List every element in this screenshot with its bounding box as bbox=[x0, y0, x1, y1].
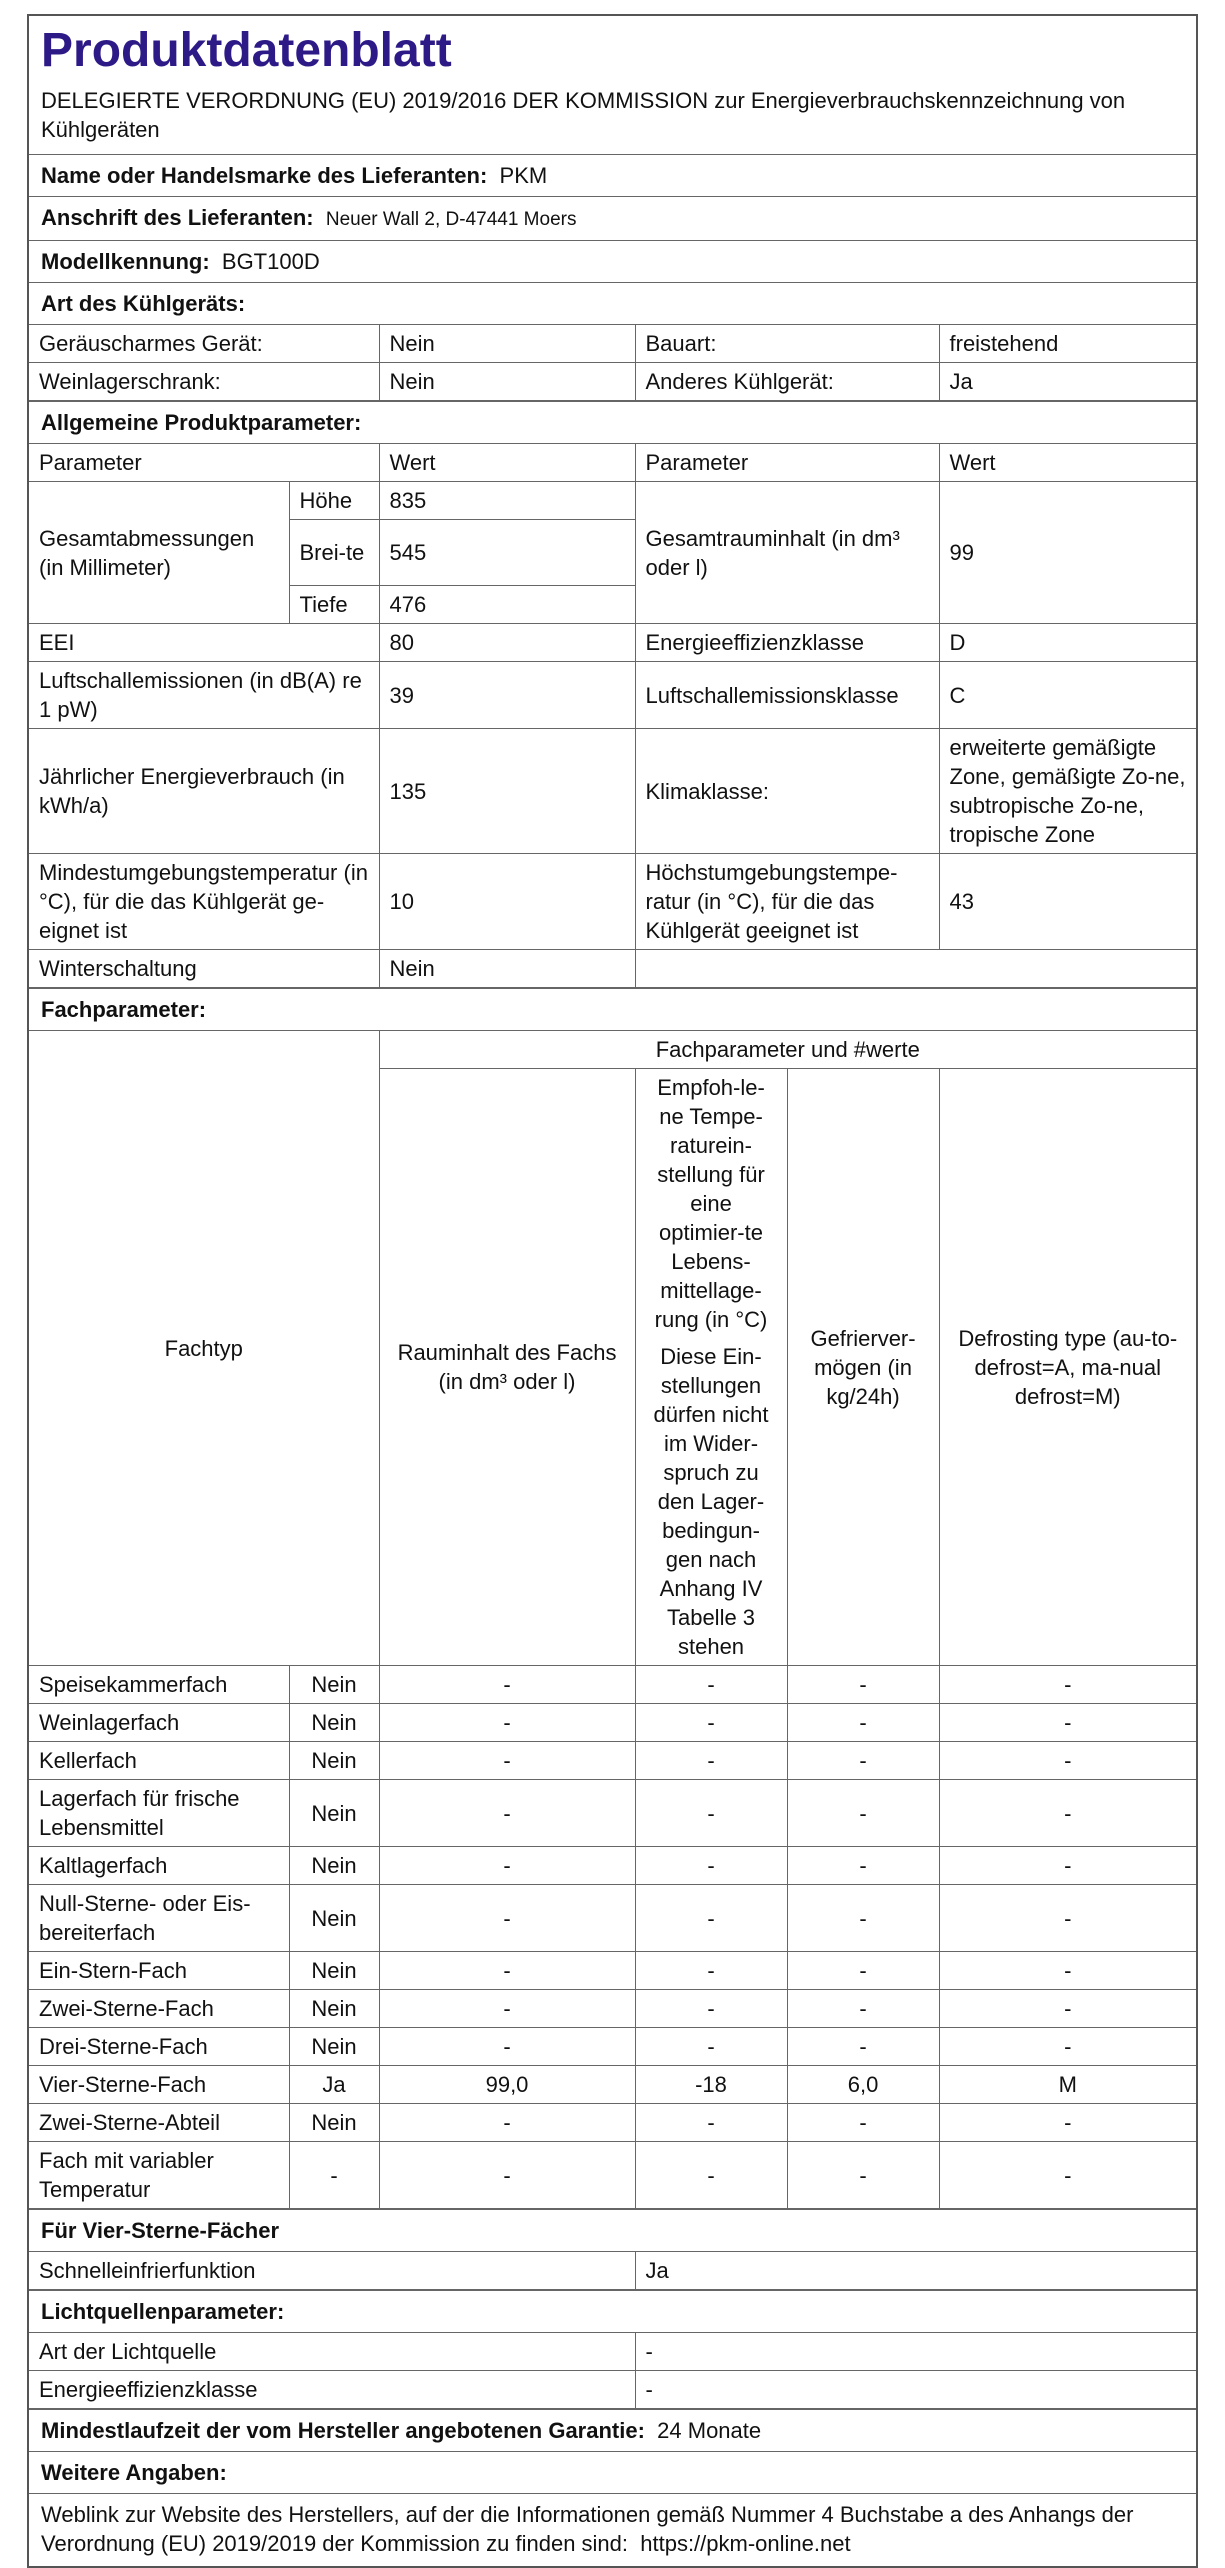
compartment-defrost: - bbox=[939, 1666, 1196, 1704]
light-class-value: - bbox=[635, 2371, 1196, 2409]
table-row bbox=[29, 1847, 1196, 1885]
compartment-temp: - bbox=[635, 1666, 787, 1704]
compartment-volume: - bbox=[379, 2142, 635, 2209]
compartment-temp: - bbox=[635, 1847, 787, 1885]
manufacturer-link[interactable]: https://pkm-online.net bbox=[640, 2531, 851, 2556]
compartment-temp: - bbox=[635, 1742, 787, 1780]
dimensions-label: Gesamtabmessungen (in Millimeter) bbox=[29, 482, 289, 624]
compartment-params-heading: Fachparameter: bbox=[29, 988, 1196, 1030]
compartment-defrost: - bbox=[939, 2142, 1196, 2209]
compartment-defrost: - bbox=[939, 1885, 1196, 1952]
regulation-text: DELEGIERTE VERORDNUNG (EU) 2019/2016 DER KOMMISSION zur Energieverbrauchskennzeichnung von Kühlgeräten bbox=[41, 88, 1126, 142]
table-row bbox=[29, 2252, 1196, 2290]
annual-energy-label: Jährlicher Energieverbrauch (in kWh/a) bbox=[29, 729, 379, 854]
table-row bbox=[29, 1990, 1196, 2028]
compartment-freeze: - bbox=[787, 1952, 939, 1990]
compartment-present: Nein bbox=[289, 1742, 379, 1780]
table-row bbox=[29, 854, 1196, 950]
table-row bbox=[29, 2066, 1196, 2104]
compartment-temp: - bbox=[635, 2142, 787, 2209]
compartment-name: Kellerfach bbox=[29, 1742, 289, 1780]
compartment-present: Nein bbox=[289, 2028, 379, 2066]
col-temp-note: Diese Ein-stellungen dürfen nicht im Wider-spruch zu den Lager-bedingun-gen nach Anhang IV Tabelle 3 stehen bbox=[653, 1344, 769, 1659]
compartment-freeze: - bbox=[787, 1885, 939, 1952]
volume-value: 99 bbox=[939, 482, 1196, 624]
table-row bbox=[29, 2028, 1196, 2066]
col-defrost-header: Defrosting type (au-to-defrost=A, ma-nual defrost=M) bbox=[939, 1069, 1196, 1666]
compartment-temp: - bbox=[635, 1704, 787, 1742]
height-label: Höhe bbox=[289, 482, 379, 520]
compartment-volume: - bbox=[379, 1952, 635, 1990]
height-value: 835 bbox=[379, 482, 635, 520]
compartment-temp: - bbox=[635, 1952, 787, 1990]
col-temp-header: Empfoh-le-ne Tempe-raturein-stellung für eine optimier-te Lebens-mittellage-rung (in °C) bbox=[654, 1075, 768, 1332]
supplier-name-label: Name oder Handelsmarke des Lieferanten: bbox=[41, 163, 488, 188]
model-value: BGT100D bbox=[221, 249, 320, 274]
table-row bbox=[29, 363, 1196, 401]
header bbox=[29, 16, 1196, 154]
compartment-defrost: - bbox=[939, 1952, 1196, 1990]
compartment-name: Speisekammerfach bbox=[29, 1666, 289, 1704]
col-value-header-2: Wert bbox=[939, 444, 1196, 482]
min-temp-label: Mindestumgebungstemperatur (in °C), für die das Kühlgerät ge-eignet ist bbox=[29, 854, 379, 950]
min-temp-value: 10 bbox=[379, 854, 635, 950]
col-freeze-header: Gefrierver-mögen (in kg/24h) bbox=[787, 1069, 939, 1666]
compartment-temp: - bbox=[635, 1780, 787, 1847]
compartment-volume: - bbox=[379, 1780, 635, 1847]
col-param-header-2: Parameter bbox=[635, 444, 939, 482]
compartment-present: Nein bbox=[289, 1704, 379, 1742]
quiet-value: Nein bbox=[379, 325, 635, 363]
model-row bbox=[29, 240, 1196, 282]
light-source-table bbox=[29, 2333, 1196, 2409]
light-source-heading: Lichtquellenparameter: bbox=[29, 2290, 1196, 2332]
table-row bbox=[29, 1704, 1196, 1742]
warranty-label: Mindestlaufzeit der vom Hersteller angebotenen Garantie: bbox=[41, 2418, 645, 2443]
compartment-defrost: M bbox=[939, 2066, 1196, 2104]
table-row bbox=[29, 1666, 1196, 1704]
climate-class-label: Klimaklasse: bbox=[635, 729, 939, 854]
compartment-name: Ein-Stern-Fach bbox=[29, 1952, 289, 1990]
compartment-volume: - bbox=[379, 1742, 635, 1780]
build-type-value: freistehend bbox=[939, 325, 1196, 363]
compartment-present: Nein bbox=[289, 2104, 379, 2142]
compartment-present: - bbox=[289, 2142, 379, 2209]
compartment-temp: - bbox=[635, 2028, 787, 2066]
table-row bbox=[29, 662, 1196, 729]
compartment-volume: - bbox=[379, 2104, 635, 2142]
supplier-address-label: Anschrift des Lieferanten: bbox=[41, 205, 314, 230]
compartment-defrost: - bbox=[939, 1704, 1196, 1742]
four-star-heading: Für Vier-Sterne-Fächer bbox=[29, 2209, 1196, 2251]
table-row bbox=[29, 2142, 1196, 2209]
col-param-header: Parameter bbox=[29, 444, 379, 482]
noise-class-label: Luftschallemissionsklasse bbox=[635, 662, 939, 729]
compartment-present: Ja bbox=[289, 2066, 379, 2104]
compartment-name: Zwei-Sterne-Abteil bbox=[29, 2104, 289, 2142]
width-label: Brei-te bbox=[289, 520, 379, 586]
compartment-defrost: - bbox=[939, 1742, 1196, 1780]
appliance-type-heading: Art des Kühlgeräts: bbox=[29, 282, 1196, 324]
compartment-present: Nein bbox=[289, 1990, 379, 2028]
supplier-address-value: Neuer Wall 2, D-47441 Moers bbox=[325, 209, 577, 230]
table-row bbox=[29, 729, 1196, 854]
compartment-freeze: - bbox=[787, 2028, 939, 2066]
energy-class-label: Energieeffizienzklasse bbox=[635, 624, 939, 662]
wine-cabinet-value: Nein bbox=[379, 363, 635, 401]
compartment-freeze: - bbox=[787, 1704, 939, 1742]
noise-class-value: C bbox=[939, 662, 1196, 729]
compartment-defrost: - bbox=[939, 1990, 1196, 2028]
table-row bbox=[29, 1031, 1196, 1069]
compartment-volume: - bbox=[379, 2028, 635, 2066]
compartment-defrost: - bbox=[939, 1847, 1196, 1885]
table-row bbox=[29, 2333, 1196, 2371]
four-star-table bbox=[29, 2252, 1196, 2290]
table-row bbox=[29, 624, 1196, 662]
model-label: Modellkennung: bbox=[41, 249, 210, 274]
winter-value: Nein bbox=[379, 950, 635, 988]
compartment-name: Fach mit variabler Temperatur bbox=[29, 2142, 289, 2209]
table-row bbox=[29, 950, 1196, 988]
max-temp-value: 43 bbox=[939, 854, 1196, 950]
table-row bbox=[29, 444, 1196, 482]
supplier-name-value: PKM bbox=[499, 163, 548, 188]
table-row bbox=[29, 325, 1196, 363]
table-row bbox=[29, 1780, 1196, 1847]
compartment-freeze: - bbox=[787, 2104, 939, 2142]
general-params-table bbox=[29, 444, 1196, 988]
volume-label: Gesamtrauminhalt (in dm³ oder l) bbox=[635, 482, 939, 624]
compartment-name: Vier-Sterne-Fach bbox=[29, 2066, 289, 2104]
other-appliance-label: Anderes Kühlgerät: bbox=[635, 363, 939, 401]
compartment-freeze: - bbox=[787, 1990, 939, 2028]
noise-label: Luftschallemissionen (in dB(A) re 1 pW) bbox=[29, 662, 379, 729]
compartment-volume: - bbox=[379, 1666, 635, 1704]
warranty-value: 24 Monate bbox=[657, 2418, 762, 2443]
general-params-heading: Allgemeine Produktparameter: bbox=[29, 401, 1196, 443]
compartment-table bbox=[29, 1031, 1196, 2209]
width-value: 545 bbox=[379, 520, 635, 586]
appliance-type-table bbox=[29, 325, 1196, 401]
compartment-present: Nein bbox=[289, 1847, 379, 1885]
compartment-freeze: - bbox=[787, 1780, 939, 1847]
wine-cabinet-label: Weinlagerschrank: bbox=[29, 363, 379, 401]
compartment-freeze: 6,0 bbox=[787, 2066, 939, 2104]
compartment-name: Kaltlagerfach bbox=[29, 1847, 289, 1885]
max-temp-label: Höchstumgebungstempe-ratur (in °C), für die das Kühlgerät geeignet ist bbox=[635, 854, 939, 950]
compartment-freeze: - bbox=[787, 1666, 939, 1704]
compartment-temp: -18 bbox=[635, 2066, 787, 2104]
compartment-temp: - bbox=[635, 1885, 787, 1952]
compartment-present: Nein bbox=[289, 1952, 379, 1990]
compartment-volume: - bbox=[379, 1990, 635, 2028]
compartment-volume: - bbox=[379, 1704, 635, 1742]
page-title: Produktdatenblatt bbox=[41, 24, 452, 77]
group-header: Fachparameter und #werte bbox=[379, 1031, 1196, 1069]
winter-label: Winterschaltung bbox=[29, 950, 379, 988]
col-volume-header: Rauminhalt des Fachs (in dm³ oder l) bbox=[379, 1069, 635, 1666]
other-appliance-value: Ja bbox=[939, 363, 1196, 401]
col-value-header: Wert bbox=[379, 444, 635, 482]
table-row bbox=[29, 1952, 1196, 1990]
table-row bbox=[29, 2104, 1196, 2142]
compartment-freeze: - bbox=[787, 1847, 939, 1885]
compartment-name: Drei-Sterne-Fach bbox=[29, 2028, 289, 2066]
further-info-text bbox=[29, 2493, 1196, 2566]
compartment-volume: - bbox=[379, 1885, 635, 1952]
light-class-label: Energieeffizienzklasse bbox=[29, 2371, 635, 2409]
compartment-defrost: - bbox=[939, 2028, 1196, 2066]
compartment-present: Nein bbox=[289, 1780, 379, 1847]
compartment-freeze: - bbox=[787, 1742, 939, 1780]
supplier-address-row bbox=[29, 196, 1196, 240]
compartment-present: Nein bbox=[289, 1885, 379, 1952]
climate-class-value: erweiterte gemäßigte Zone, gemäßigte Zo-ne, subtropische Zo-ne, tropische Zone bbox=[939, 729, 1196, 854]
compartment-volume: - bbox=[379, 1847, 635, 1885]
compartment-name: Lagerfach für frische Lebensmittel bbox=[29, 1780, 289, 1847]
warranty-row bbox=[29, 2409, 1196, 2451]
compartment-temp: - bbox=[635, 1990, 787, 2028]
compartment-temp: - bbox=[635, 2104, 787, 2142]
weblink-text: Weblink zur Website des Herstellers, auf der die Informationen gemäß Nummer 4 Buchstabe a des Anhangs der Verordnung (EU) 2019/2019 der Kommission zu finden sind: bbox=[41, 2502, 1134, 2556]
compartment-defrost: - bbox=[939, 2104, 1196, 2142]
light-type-value: - bbox=[635, 2333, 1196, 2371]
further-info-heading: Weitere Angaben: bbox=[29, 2451, 1196, 2493]
table-row bbox=[29, 482, 1196, 520]
product-data-sheet bbox=[27, 14, 1198, 2568]
energy-class-value: D bbox=[939, 624, 1196, 662]
supplier-name-row bbox=[29, 154, 1196, 196]
light-type-label: Art der Lichtquelle bbox=[29, 2333, 635, 2371]
col-type-header: Fachtyp bbox=[29, 1031, 379, 1666]
compartment-volume: 99,0 bbox=[379, 2066, 635, 2104]
noise-value: 39 bbox=[379, 662, 635, 729]
eei-value: 80 bbox=[379, 624, 635, 662]
compartment-freeze: - bbox=[787, 2142, 939, 2209]
quick-freeze-label: Schnelleinfrierfunktion bbox=[29, 2252, 635, 2290]
annual-energy-value: 135 bbox=[379, 729, 635, 854]
compartment-name: Weinlagerfach bbox=[29, 1704, 289, 1742]
compartment-present: Nein bbox=[289, 1666, 379, 1704]
table-row bbox=[29, 1885, 1196, 1952]
compartment-defrost: - bbox=[939, 1780, 1196, 1847]
quick-freeze-value: Ja bbox=[635, 2252, 1196, 2290]
quiet-label: Geräuscharmes Gerät: bbox=[29, 325, 379, 363]
compartment-name: Null-Sterne- oder Eis-bereiterfach bbox=[29, 1885, 289, 1952]
compartment-name: Zwei-Sterne-Fach bbox=[29, 1990, 289, 2028]
table-row bbox=[29, 1742, 1196, 1780]
depth-value: 476 bbox=[379, 586, 635, 624]
table-row bbox=[29, 2371, 1196, 2409]
eei-label: EEI bbox=[29, 624, 379, 662]
build-type-label: Bauart: bbox=[635, 325, 939, 363]
depth-label: Tiefe bbox=[289, 586, 379, 624]
